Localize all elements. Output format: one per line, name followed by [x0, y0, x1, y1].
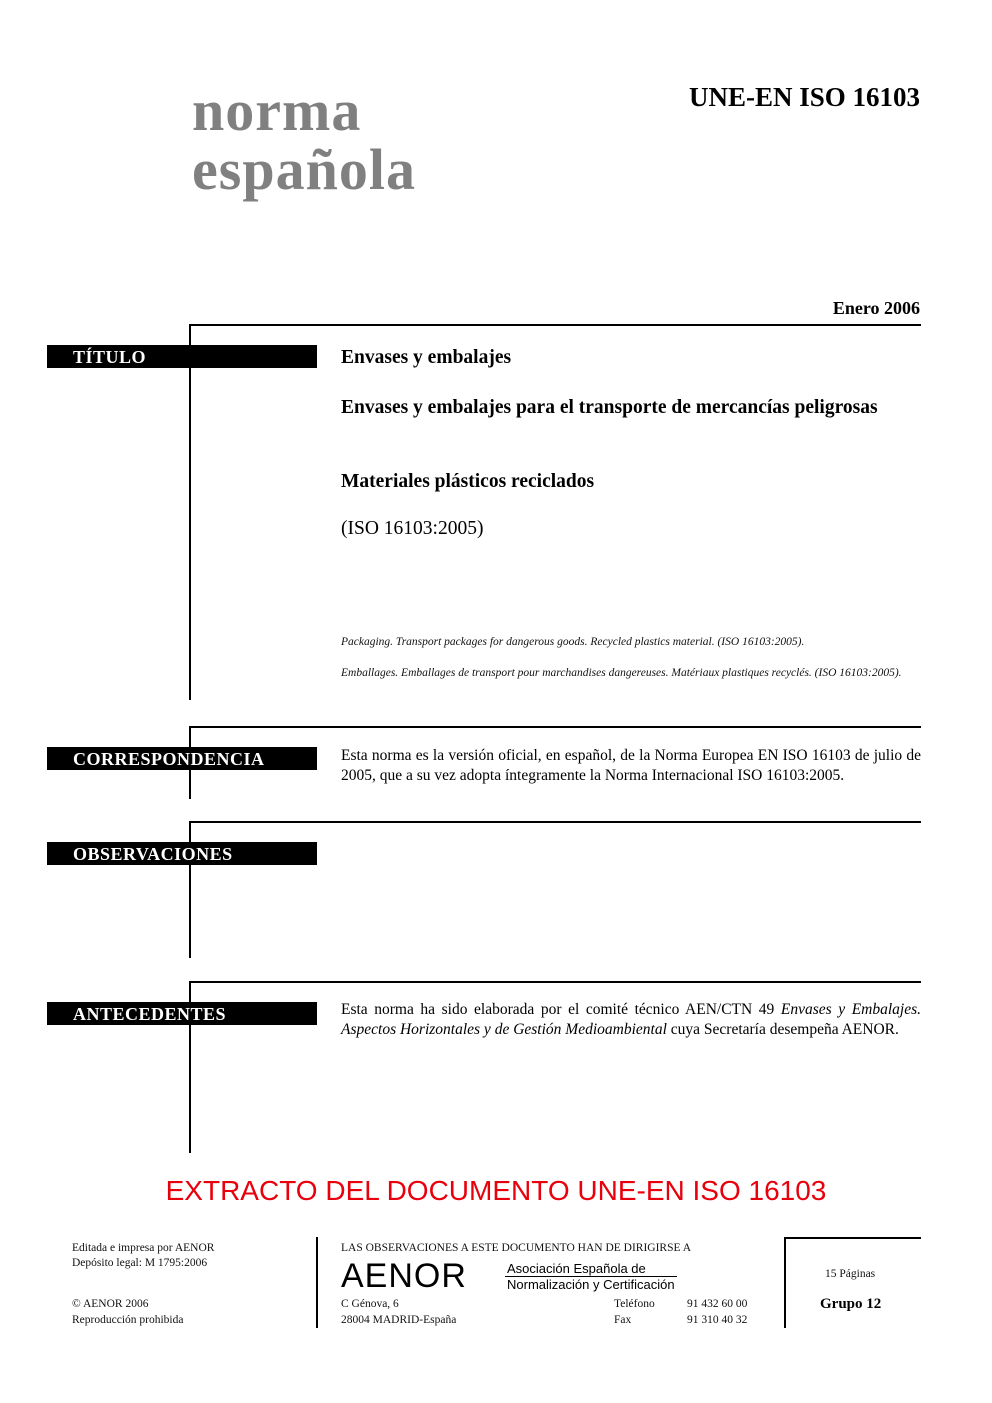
antecedentes-text-part2: cuya Secretaría desempeña AENOR.	[666, 1021, 899, 1038]
aenor-name-line1: Asociación Española de	[507, 1261, 646, 1276]
footer-box-top-rule	[784, 1237, 921, 1239]
observaciones-top-rule	[189, 821, 921, 823]
brand-norma: norma	[192, 78, 362, 143]
footer-divider-right	[784, 1237, 786, 1328]
titulo-label: TÍTULO	[47, 345, 317, 368]
title-line-1: Envases y embalajes	[341, 347, 512, 368]
footer-address-line2: 28004 MADRID-España	[341, 1314, 457, 1326]
correspondencia-label: CORRESPONDENCIA	[47, 747, 317, 770]
observaciones-label: OBSERVACIONES	[47, 842, 317, 865]
antecedentes-top-rule	[189, 981, 921, 983]
footer-copyright: © AENOR 2006	[72, 1298, 149, 1310]
titulo-vertical-rule	[189, 324, 191, 700]
footer-phone: 91 432 60 00	[687, 1298, 748, 1310]
extract-watermark: EXTRACTO DEL DOCUMENTO UNE-EN ISO 16103	[165, 1175, 827, 1206]
footer-deposit: Depósito legal: M 1795:2006	[72, 1257, 208, 1269]
footer-phone-label: Teléfono	[614, 1298, 655, 1310]
footer-address-line1: C Génova, 6	[341, 1298, 399, 1310]
footer-group: Grupo 12	[820, 1296, 882, 1312]
correspondencia-top-rule	[189, 726, 921, 728]
title-iso-reference: (ISO 16103:2005)	[341, 518, 484, 539]
footer-pages: 15 Páginas	[825, 1268, 876, 1280]
title-french: Emballages. Emballages de transport pour marchandises dangereuses. Matériaux plastiques recyclés. (ISO 16103:2005).	[341, 667, 902, 679]
antecedentes-text-part1: Esta norma ha sido elaborada por el comité técnico AEN/CTN 49	[341, 1001, 781, 1018]
footer-fax: 91 310 40 32	[687, 1314, 748, 1326]
title-english: Packaging. Transport packages for dangerous goods. Recycled plastics material. (ISO 16103:2005).	[341, 636, 805, 648]
correspondencia-text: Esta norma es la versión oficial, en español, de la Norma Europea EN ISO 16103 de julio de 2005, que a su vez adopta íntegramente la Norma Internacional ISO 16103:2005.	[341, 747, 921, 784]
publication-date: Enero 2006	[832, 298, 920, 318]
footer-reproduction: Reproducción prohibida	[72, 1314, 184, 1326]
antecedentes-label: ANTECEDENTES	[47, 1002, 317, 1025]
titulo-top-rule	[189, 324, 921, 326]
aenor-name-line2: Normalización y Certificación	[507, 1277, 675, 1292]
title-line-3: Materiales plásticos reciclados	[341, 471, 595, 492]
title-line-2: Envases y embalajes para el transporte de mercancías peligrosas	[341, 397, 878, 418]
brand-espanola: española	[192, 137, 416, 202]
footer-fax-label: Fax	[614, 1314, 632, 1326]
footer-divider-left	[316, 1237, 318, 1328]
antecedentes-text	[341, 1000, 921, 1040]
standard-code: UNE-EN ISO 16103	[688, 82, 920, 112]
footer-edited: Editada e impresa por AENOR	[72, 1242, 215, 1254]
committee-name: Envases y Embalajes. Aspectos Horizontales y de Gestión Medioambiental	[341, 1001, 922, 1038]
footer-observations-notice: LAS OBSERVACIONES A ESTE DOCUMENTO HAN DE DIRIGIRSE A	[341, 1242, 692, 1254]
aenor-logo: AENOR	[341, 1257, 467, 1295]
